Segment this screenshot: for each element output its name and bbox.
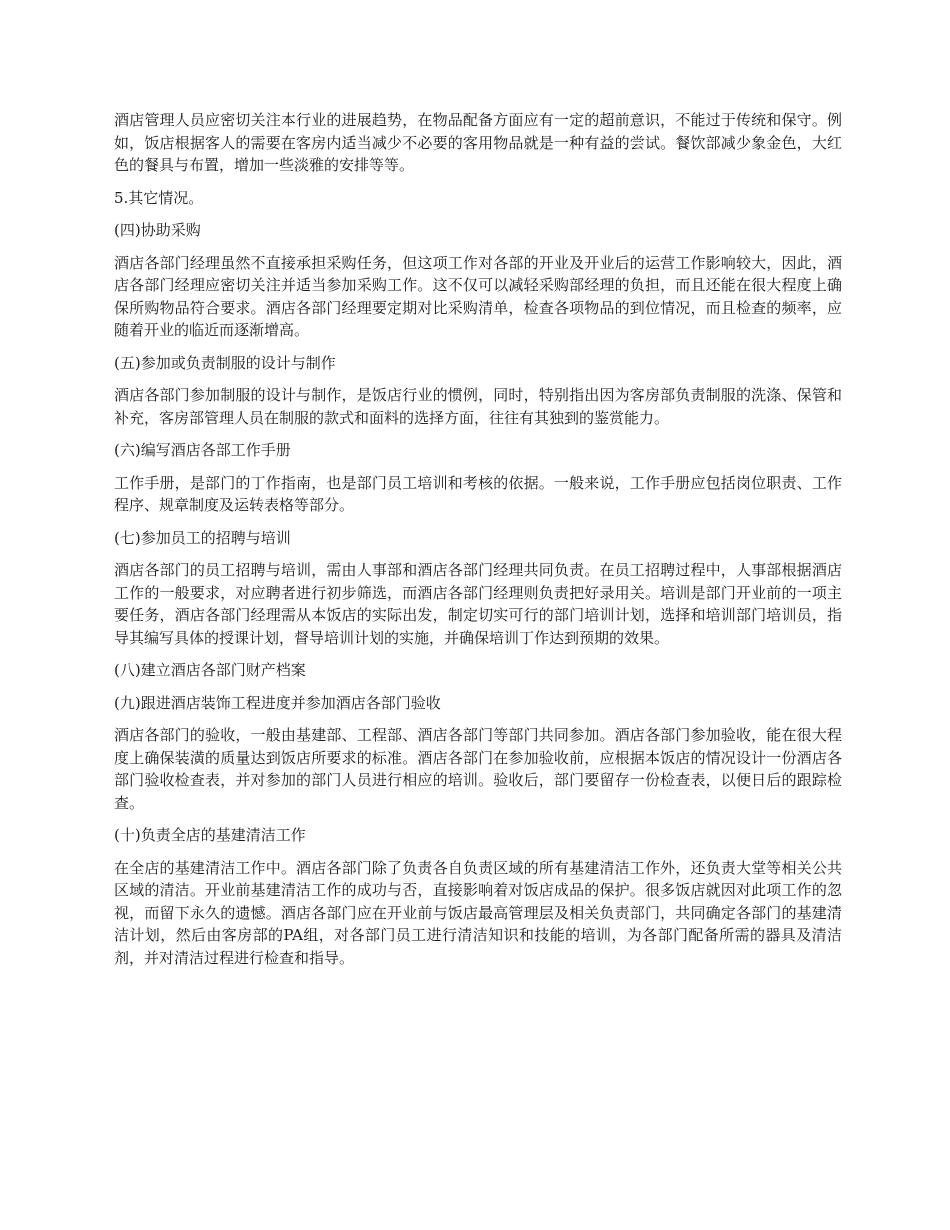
- paragraph-uniform: 酒店各部门参加制服的设计与制作，是饭店行业的惯例，同时，特别指出因为客房部负责制服的洗涤、保管和补充，客房部管理人员在制服的款式和面料的选择方面，往往有其独到的鉴赏能力。: [114, 386, 842, 427]
- paragraph-cleaning: 在全店的基建清洁工作中。酒店各部门除了负责各自负责区域的所有基建清洁工作外，还负责大堂等相关公共区域的清洁。开业前基建清洁工作的成功与否，直接影响着对饭店成品的保护。很多饭店就因对此项工作的忽视，而留下永久的遗憾。酒店各部门应在开业前与饭店最高管理层及相关负责部门，共同确定各部门的基建清洁计划，然后由客房部的PA组，对各部门员工进行清洁知识和技能的培训，为各部门配备所需的器具及清洁剂，并对清洁过程进行检查和指导。: [114, 858, 842, 967]
- heading-construction-cleaning: (十)负责全店的基建清洁工作: [114, 826, 306, 844]
- heading-recruitment-training: (七)参加员工的招聘与培训: [114, 528, 291, 547]
- heading-work-manual: (六)编写酒店各部工作手册: [114, 441, 291, 459]
- paragraph-procurement: 酒店各部门经理虽然不直接承担采购任务，但这项工作对各部的开业及开业后的运营工作影响较大，因此，酒店各部门经理应密切关注并适当参加采购工作。这不仅可以减轻采购部经理的负担，而且还能在很大程度上确保所购物品符合要求。酒店各部门经理要定期对比采购清单，检查各项物品的到位情况，而且检查的频率，应随着开业的临近而逐渐增高。: [114, 253, 842, 339]
- paragraph-intro: 酒店管理人员应密切关注本行业的进展趋势，在物品配备方面应有一定的超前意识，不能过于传统和保守。例如，饭店根据客人的需要在客房内适当减少不必要的客用物品就是一种有益的尝试。餐饮部减少象金色，大红色的餐具与布置，增加一些淡雅的安排等等。: [114, 111, 842, 174]
- document-body: [114, 109, 842, 979]
- heading-other-situations: 5.其它情况。: [114, 188, 204, 207]
- heading-property-records: (八)建立酒店各部门财产档案: [114, 661, 306, 679]
- heading-assist-procurement: (四)协助采购: [114, 221, 201, 239]
- paragraph-acceptance: 酒店各部门的验收，一般由基建部、工程部、酒店各部门等部门共同参加。酒店各部门参加验收，能在很大程度上确保装潢的质量达到饭店所要求的标准。酒店各部门在参加验收前，应根据本饭店的情况设计一份酒店各部门验收检查表，并对参加的部门人员进行相应的培训。验收后，部门要留存一份检查表，以便日后的跟踪检查。: [114, 726, 842, 812]
- heading-decoration-acceptance: (九)跟进酒店装饰工程进度并参加酒店各部门验收: [114, 693, 441, 712]
- paragraph-recruitment: 酒店各部门的员工招聘与培训，需由人事部和酒店各部门经理共同负责。在员工招聘过程中，人事部根据酒店工作的一般要求，对应聘者进行初步筛选，而酒店各部门经理则负责把好录用关。培训是部门开业前的一项主要任务，酒店各部门经理需从本饭店的实际出发，制定切实可行的部门培训计划，选择和培训部门培训员，指导其编写具体的授课计划，督导培训计划的实施，并确保培训丁作达到预期的效果。: [114, 561, 842, 647]
- paragraph-work-manual: 工作手册，是部门的丁作指南，也是部门员工培训和考核的依据。一般来说，工作手册应包括岗位职责、工作程序、规章制度及运转表格等部分。: [114, 473, 842, 514]
- heading-uniform-design: (五)参加或负责制服的设计与制作: [114, 353, 336, 372]
